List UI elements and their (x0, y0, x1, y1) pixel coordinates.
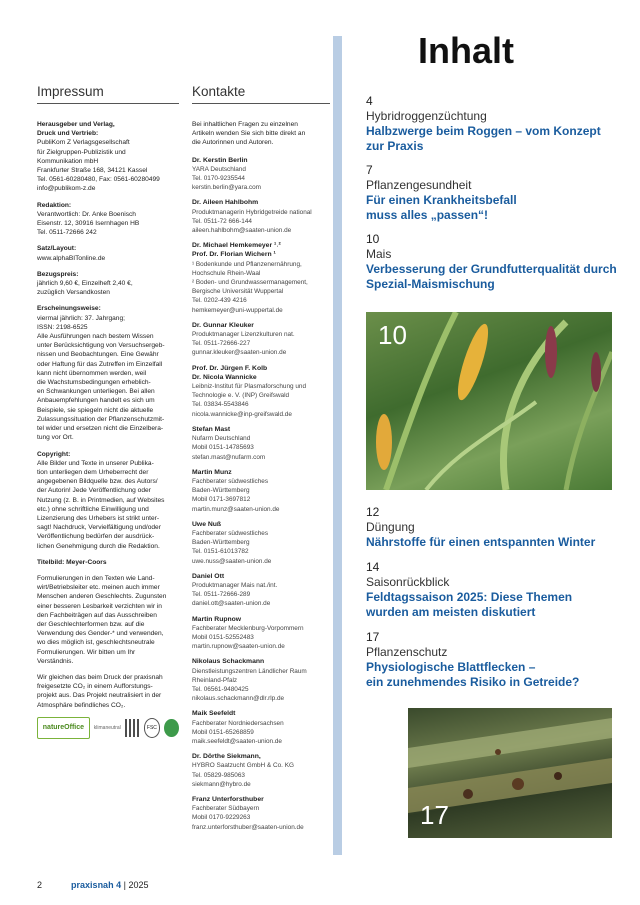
contact-detail: Baden-Württemberg (192, 539, 250, 547)
text-line: www.alphaBITonline.de (37, 254, 106, 262)
text-line: Kommunikation mbH (37, 157, 99, 165)
contact-email[interactable]: nicola.wannicke@inp-greifswald.de (192, 410, 292, 418)
contact-name: Franz Unterforsthuber (192, 796, 264, 803)
text-line: zur Praxis (366, 139, 424, 153)
page-footer (37, 880, 149, 890)
toc-page-number: 17 (366, 630, 380, 644)
contact-name: Daniel Ott (192, 572, 225, 580)
corn-photo (366, 312, 612, 490)
contact-detail: Mobil 0171-3697812 (192, 496, 251, 504)
contact-detail: Technologie e. V. (INP) Greifswald (192, 392, 290, 400)
text-line: muss alles „passen“! (366, 208, 489, 222)
contact-detail: Mobil 0151-52552483 (192, 633, 254, 641)
toc-page-number: 14 (366, 560, 380, 574)
toc-category: Düngung (366, 520, 415, 534)
toc-category: Hybridroggenzüchtung (366, 109, 487, 123)
toc-entry-4[interactable] (366, 505, 626, 550)
contact-name: Martin Munz (192, 468, 232, 476)
text-line: die Wachstumsbedingungen erheblich- (37, 379, 151, 387)
contact-detail: Tel. 0511-72666-227 (192, 340, 251, 348)
toc-page-number: 4 (366, 94, 373, 108)
text-line: unter Berücksichtigung von Versuchsergeb- (37, 342, 165, 350)
contact-detail: Tel. 0511-72666-289 (192, 591, 251, 599)
text-line: die Autorinnen und Autoren. (192, 139, 274, 147)
text-line: den Fachbeiträgen auf das Ausschreiben (37, 611, 157, 619)
qr-code-icon (125, 719, 140, 737)
contact-email[interactable]: aileen.hahlbohm@saaten-union.de (192, 227, 292, 235)
publisher-lines (37, 138, 179, 193)
text-line: wurden am meisten diskutiert (366, 605, 536, 619)
text-line: Beispiele, sie spiegeln nicht die aktuelle (37, 406, 154, 414)
satz-label: Satz/Layout: (37, 245, 77, 253)
copyright-lines (37, 459, 179, 551)
contact-name: Martin Rupnow (192, 615, 242, 623)
text-line: Feldtagssaison 2025: Diese Themen (366, 590, 573, 604)
contact-email[interactable]: franz.unterforsthuber@saaten-union.de (192, 823, 304, 831)
text-line: Verständnis. (37, 657, 74, 665)
text-line: tel wider und ersetzen nicht die Einzelbera- (37, 425, 164, 433)
toc-entry-6[interactable] (366, 630, 626, 690)
kontakte-intro (192, 120, 330, 148)
text-line: Verantwortlich: Dr. Anke Boenisch (37, 210, 136, 218)
text-line: kann nicht übernommen werden, weil (37, 369, 147, 377)
text-line: Alle Ausführungen nach bestem Wissen (37, 333, 154, 341)
text-line: Zulassungssituation der Pflanzenschutzmit- (37, 415, 165, 423)
toc-entry-3[interactable] (366, 232, 626, 292)
toc-headline[interactable] (366, 262, 626, 292)
contact-detail: Rheinland-Pfalz (192, 676, 238, 684)
contact-entry (192, 425, 330, 462)
text-line: ein zunehmendes Risiko in Getreide? (366, 675, 580, 689)
copyright-label: Copyright: (37, 450, 71, 458)
text-line: lichen Genehmigung durch die Redaktion. (37, 542, 160, 550)
text-line: nissen und Beobachtungen. Eine Gewähr (37, 351, 159, 359)
photo-page-label: 17 (420, 800, 449, 830)
contact-detail: Bergische Universität Wuppertal (192, 288, 284, 296)
text-line: Nutzung (z. B. in Printmedien, auf Websites (37, 496, 165, 504)
toc-category: Mais (366, 247, 392, 261)
contact-name: Prof. Dr. Florian Wichern ¹ (192, 251, 276, 259)
text-line: Bei inhaltlichen Fragen zu einzelnen (192, 121, 298, 128)
contact-name: Dr. Dörthe Siekmann, (192, 753, 261, 761)
contact-entry (192, 468, 330, 514)
text-line: Frankfurter Straße 168, 34121 Kassel (37, 167, 148, 175)
toc-headline[interactable] (366, 124, 626, 154)
contact-email[interactable]: uwe.nuss@saaten-union.de (192, 557, 272, 565)
contact-detail: HYBRO Saatzucht GmbH & Co. KG (192, 762, 294, 770)
natureoffice-logo: natureOffice (37, 717, 90, 739)
contact-email[interactable]: siekmann@hybro.de (192, 780, 251, 788)
titelbild-label: Titelbild: Meyer-Coors (37, 558, 107, 566)
text-line: Physiologische Blattflecken – (366, 660, 536, 674)
satz-block (37, 244, 179, 262)
contact-name: Maik Seefeldt (192, 710, 236, 718)
text-line: ISSN: 2198-6525 (37, 323, 88, 331)
text-line: Tel. 0511-72666 242 (37, 229, 97, 237)
contact-detail: Mobil 0151-65268859 (192, 728, 254, 736)
erscheinung-lines (37, 314, 179, 443)
erscheinung-block (37, 304, 179, 442)
accent-bar (333, 36, 342, 855)
toc-category: Saisonrückblick (366, 575, 450, 589)
contact-detail: Tel. 0170-9235544 (192, 175, 245, 183)
magazine-name: praxisnah (71, 880, 114, 890)
text-line: Verbesserung der Grundfutterqualität durch (366, 262, 617, 276)
toc-headline[interactable] (366, 590, 626, 620)
contact-detail: Baden-Württemberg (192, 487, 250, 495)
contact-entry (192, 364, 330, 419)
text-line: angegebenen Bildquelle bzw. des Autors/ (37, 478, 158, 486)
kontakte-column (192, 84, 330, 838)
text-line: einer besseren Lesbarkeit verzichten wir in (37, 602, 162, 610)
contact-detail: YARA Deutschland (192, 165, 246, 173)
toc-page-number: 10 (366, 232, 380, 246)
contact-entry (192, 321, 330, 358)
fsc-logo: FSC (144, 718, 161, 738)
toc-entry-1[interactable] (366, 94, 626, 154)
contact-detail: Tel. 0202-439 4216 (192, 297, 247, 305)
text-line: Anbauempfehlungen handelt es sich um (37, 397, 155, 405)
contact-name: Stefan Mast (192, 425, 231, 433)
contact-name: Uwe Nuß (192, 520, 222, 528)
contact-email[interactable]: gunnar.kleuker@saaten-union.de (192, 349, 287, 357)
contact-detail: Fachberater Mecklenburg-Vorpommern (192, 624, 304, 632)
contact-entry (192, 709, 330, 746)
redaktion-block (37, 201, 179, 238)
contact-detail: Leibniz-Institut für Plasmaforschung und (192, 383, 307, 391)
contact-detail: Fachberater südwestliches (192, 529, 269, 537)
text-line: projekt aus. Das Projekt neutralisiert in der (37, 692, 162, 700)
text-line: Halbzwerge beim Roggen – vom Konzept (366, 124, 601, 138)
text-line: en Schwankungen unterliegen. Bei allen (37, 388, 155, 396)
toc-page-number: 12 (366, 505, 380, 519)
contact-name: Prof. Dr. Jürgen F. Kolb (192, 364, 268, 372)
text-line: für Zielgruppen-Publizistik und (37, 148, 126, 156)
text-line: Für einen Krankheitsbefall (366, 193, 517, 207)
contact-detail: Tel. 0511-72 666-144 (192, 217, 252, 225)
klima-block (37, 673, 179, 710)
contact-detail: Tel. 06561-9480425 (192, 685, 249, 693)
contact-list (192, 156, 330, 832)
text-line: freigesetzte CO₂ in einem Aufforstungs- (37, 683, 153, 691)
contact-detail: Fachberater Nordniedersachsen (192, 719, 284, 727)
toc-entry-5[interactable] (366, 560, 626, 620)
toc-headline[interactable] (366, 535, 626, 550)
leaf-icon (164, 719, 179, 737)
toc-category: Pflanzengesundheit (366, 178, 472, 192)
contact-detail: ¹ Bodenkunde und Pflanzenernährung, (192, 260, 302, 268)
redaktion-label: Redaktion: (37, 201, 72, 209)
text-line: Wir gleichen das beim Druck der praxisnah (37, 673, 163, 681)
text-line: tung vor Ort. (37, 434, 74, 442)
kontakte-heading: Kontakte (192, 84, 330, 104)
contact-email[interactable]: daniel.ott@saaten-union.de (192, 600, 271, 608)
text-line: jährlich 9,60 €, Einzelheft 2,40 €, (37, 280, 133, 288)
toc-page-number: 7 (366, 163, 373, 177)
text-line: Artikeln wenden Sie sich bitte direkt an (192, 130, 306, 138)
contact-detail: Fachberater Südbayern (192, 805, 260, 813)
issue-year: | 2025 (123, 880, 149, 890)
text-line: Tel. 0561-60280480, Fax: 0561-60280499 (37, 176, 160, 184)
text-line: Alle Bilder und Texte in unserer Publika- (37, 459, 154, 467)
toc-category: Pflanzenschutz (366, 645, 448, 659)
impressum-column (37, 84, 179, 739)
text-line: der Autorin! Jede Veröffentlichung oder (37, 487, 151, 495)
contact-email[interactable]: martin.munz@saaten-union.de (192, 505, 280, 513)
contact-detail: Dienstleistungszentren Ländlicher Raum (192, 667, 307, 675)
contact-name: Dr. Aileen Hahlbohm (192, 199, 259, 207)
text-line: Eisenstr. 12, 30916 Isernhagen HB (37, 220, 140, 228)
contact-name: Dr. Nicola Wannicke (192, 373, 257, 381)
klimaneutral-label: klimaneutral (93, 724, 121, 731)
photo-page-label: 10 (378, 320, 407, 350)
redaktion-lines (37, 210, 179, 238)
contact-detail: Hochschule Rhein-Waal (192, 269, 261, 277)
contact-entry (192, 241, 330, 315)
publisher-label: Herausgeber und Verlag, (37, 121, 115, 128)
text-line: viermal jährlich: 37. Jahrgang; (37, 314, 125, 322)
satz-lines (37, 254, 179, 263)
contact-name: Dr. Kerstin Berlin (192, 156, 248, 164)
contact-entry (192, 572, 330, 609)
text-line: Formulierungen in den Texten wie Land- (37, 574, 155, 582)
contact-detail: Tel. 03834-5543846 (192, 401, 249, 409)
text-line: Atmosphäre befindliches CO₂. (37, 701, 126, 709)
bezug-block (37, 270, 179, 298)
contact-entry (192, 752, 330, 789)
text-line: Veröffentlichung bedürfen der ausdrück- (37, 533, 155, 541)
contact-detail: Nufarm Deutschland (192, 435, 251, 443)
publisher-label-2: Druck und Vertrieb: (37, 130, 99, 138)
contact-detail: Produktmanager Lizenzkulturen nat. (192, 331, 295, 339)
contact-email[interactable]: martin.rupnow@saaten-union.de (192, 643, 285, 651)
contact-email[interactable]: hemkemeyer@uni-wuppertal.de (192, 306, 283, 314)
text-line: wirt/Betriebsleiter etc. meinen auch immer (37, 584, 160, 592)
text-line: tion unterliegen dem Urheberrecht der (37, 468, 149, 476)
page-title: Inhalt (418, 30, 514, 71)
contact-detail: Produktmanagerin Hybridgetreide national (192, 208, 312, 216)
issue-number: 4 (116, 880, 122, 890)
text-line: info@publikom-z.de (37, 185, 96, 193)
text-line: zuzüglich Versandkosten (37, 289, 110, 297)
bezug-label: Bezugspreis: (37, 270, 79, 278)
copyright-block (37, 450, 179, 551)
toc-headline[interactable] (366, 193, 626, 223)
text-line: sagt! Nachdruck, Vervielfältigung und/oder (37, 524, 161, 532)
contact-entry (192, 198, 330, 235)
text-line: Formulierungen. Wir bitten um Ihr (37, 648, 136, 656)
text-line: Verwendung des Gender-* und verwenden, (37, 630, 164, 638)
contact-name: Nikolaus Schackmann (192, 658, 265, 666)
contact-email[interactable]: nikolaus.schackmann@dlr.rlp.de (192, 695, 285, 703)
formulierung-block (37, 574, 179, 666)
contact-entry (192, 615, 330, 652)
text-line: etc.) ohne schriftliche Einwilligung und (37, 505, 149, 513)
contact-detail: Mobil 0170-9229263 (192, 814, 251, 822)
text-line: der Geschlechterformen bzw. auf die (37, 620, 145, 628)
contact-detail: Tel. 05829-985063 (192, 771, 245, 779)
toc-headline[interactable] (366, 660, 626, 690)
contact-email[interactable]: stefan.mast@nufarm.com (192, 453, 266, 461)
contact-detail: Tel. 0151-61013782 (192, 548, 249, 556)
text-line: PubliKom Z Verlagsgesellschaft (37, 139, 130, 147)
contact-detail: Mobil 0151-14785693 (192, 444, 254, 452)
contact-detail: ² Boden- und Grundwassermanagement, (192, 279, 308, 287)
contact-entry (192, 795, 330, 832)
text-line: Menschen anderen Geschlechts. Zugunsten (37, 593, 167, 601)
contact-entry (192, 520, 330, 566)
page-number: 2 (37, 880, 43, 890)
contact-email[interactable]: maik.seefeldt@saaten-union.de (192, 737, 282, 745)
contact-detail: Fachberater südwestliches (192, 477, 269, 485)
contact-entry (192, 657, 330, 703)
contact-email[interactable]: kerstin.berlin@yara.com (192, 184, 261, 192)
contact-detail: Produktmanager Mais nat./int. (192, 581, 278, 589)
leaf-photo (408, 708, 612, 838)
publisher-block (37, 120, 179, 194)
contact-entry (192, 156, 330, 193)
certification-logos (37, 717, 179, 739)
contact-name: Dr. Michael Hemkemeyer ¹˒² (192, 242, 281, 250)
text-line: wo dies möglich ist, geschlechtsneutrale (37, 639, 155, 647)
contact-name: Dr. Gunnar Kleuker (192, 321, 254, 329)
titelbild-block (37, 558, 179, 567)
impressum-heading: Impressum (37, 84, 179, 104)
text-line: Lizenzierung des Urhebers ist strikt unter- (37, 514, 160, 522)
text-line: Spezial-Maismischung (366, 277, 495, 291)
erscheinung-label: Erscheinungsweise: (37, 305, 101, 313)
toc-entry-2[interactable] (366, 163, 626, 223)
bezug-lines (37, 279, 179, 297)
text-line: Nährstoffe für einen entspannten Winter (366, 535, 596, 549)
text-line: oder Haftung für das Zutreffen im Einzelfall (37, 360, 163, 368)
